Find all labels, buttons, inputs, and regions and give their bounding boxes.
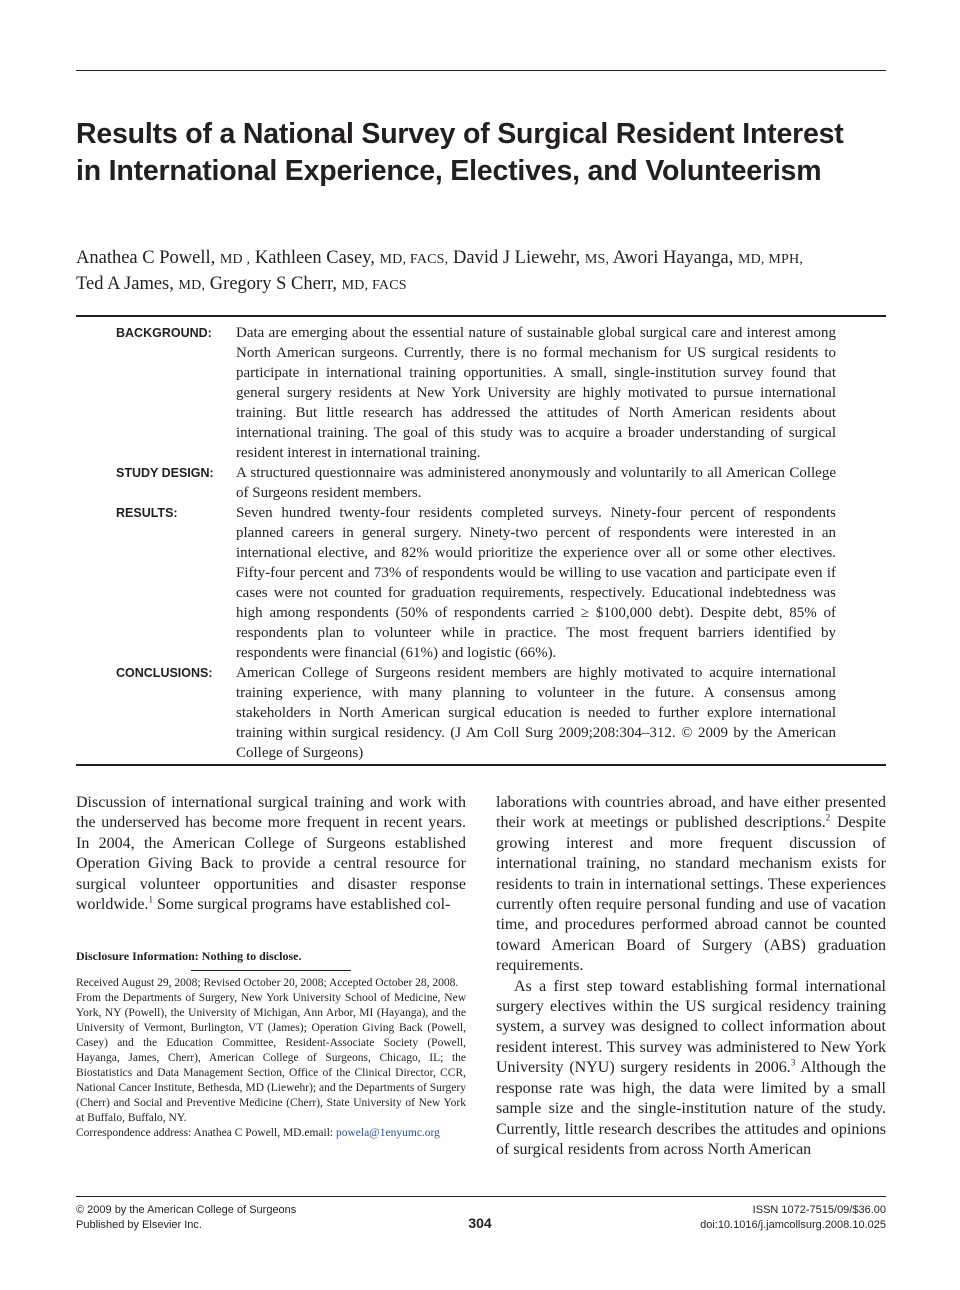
abstract-section-conclusions xyxy=(76,663,886,763)
author-name: Kathleen Casey, xyxy=(254,248,375,268)
footnote-rule xyxy=(191,970,351,971)
footnotes xyxy=(76,976,466,1141)
author-name: David J Liewehr, xyxy=(453,248,581,268)
author-name: Awori Hayanga, xyxy=(612,248,734,268)
author-name: Ted A James, xyxy=(76,274,174,294)
received-dates: Received August 29, 2008; Revised October 20, 2008; Accepted October 28, 2008. xyxy=(76,977,459,989)
article-title: Results of a National Survey of Surgical Resident Interest in International Experience, Electives, and Volunteerism xyxy=(76,118,844,187)
abstract-section-results xyxy=(76,503,886,663)
body-column-right xyxy=(496,793,886,1160)
author-degrees: MD, MPH, xyxy=(737,252,803,267)
author-degrees: MD, FACS xyxy=(341,278,407,293)
author-degrees: MD, FACS, xyxy=(379,252,449,267)
abstract-label: STUDY DESIGN: xyxy=(116,466,214,480)
author-name: Gregory S Cherr, xyxy=(209,274,337,294)
correspondence: Correspondence address: Anathea C Powell, MD.email: powela@1enyumc.org xyxy=(76,1127,440,1139)
author-list xyxy=(76,246,886,298)
copyright-line: © 2009 by the American College of Surgeons xyxy=(76,1204,297,1216)
abstract-text: Seven hundred twenty-four residents completed surveys. Ninety-four percent of respondents planned careers in general surgery. Ninety-two percent of respondents were interested in an international elective, and 82% would prioritize the experience over all or some other electives. Fifty-four percent and 73% of respondents would be willing to use vacation and participate even if cases were not counted for graduation requirements, respectively. Educational indebtedness was high among respondents (50% of respondents carried ≥ $100,000 debt). Despite debt, 85% of respondents plan to volunteer while in practice. The most frequent barriers identified by respondents were financial (61%) and logistic (66%). xyxy=(236,505,836,661)
doi-line[interactable]: doi:10.1016/j.jamcollsurg.2008.10.025 xyxy=(700,1219,886,1231)
footer-rule xyxy=(76,1196,886,1197)
abstract-text: American College of Surgeons resident members are highly motivated to acquire international training experience, with many planning to volunteer in the future. A consensus among stakeholders in North American surgical education is needed to further explore international training within surgical residency. (J Am Coll Surg 2009;208:304–312. © 2009 by the American College of Surgeons) xyxy=(236,665,836,761)
abstract-label: BACKGROUND: xyxy=(116,326,212,340)
reference-marker[interactable]: 3 xyxy=(790,1057,796,1068)
reference-marker[interactable]: 1 xyxy=(148,894,153,905)
author-degrees: MS, xyxy=(584,252,610,267)
disclosure-note: Disclosure Information: Nothing to disclose. xyxy=(76,949,302,963)
top-rule xyxy=(76,70,886,71)
abstract-section-background xyxy=(76,323,886,463)
body-paragraph: As a first step toward establishing formal international surgery electives within the US surgical residency training system, a survey was designed to collect information about resident interest. This survey was administered to New York University (NYU) surgery residents in 2006.$^3$ Although the response rate was high, the data were limited by a small sample size and the single-institution nature of the study. Currently, little research describes the attitudes and opinions of surgical residents from across North American xyxy=(496,977,886,1158)
body-paragraph: laborations with countries abroad, and have either presented their work at meetings or published descriptions.$^2$ Despite growing interest and more frequent discussion of international training, no standard mechanism exists for residents to train in international settings. These experiences currently often require personal funding and use of vacation time, and procedures performed abroad cannot be counted toward American Board of Surgery (ABS) graduation requirements. xyxy=(496,794,886,975)
author-name: Anathea C Powell, xyxy=(76,248,216,268)
author-degrees: MD , xyxy=(219,252,251,267)
page-number: 304 xyxy=(468,1215,492,1231)
abstract-label: CONCLUSIONS: xyxy=(116,666,213,680)
body-paragraph: Discussion of international surgical training and work with the underserved has become more frequent in recent years. In 2004, the American College of Surgeons established Operation Giving Back to provide a central resource for surgical volunteer opportunities and disaster response worldwide.$^1$ Some surgical programs have established col- xyxy=(76,794,466,914)
footer-right xyxy=(700,1203,886,1233)
abstract-section-study-design xyxy=(76,463,886,503)
abstract-box xyxy=(76,315,886,766)
issn-line: ISSN 1072-7515/09/$36.00 xyxy=(752,1204,886,1216)
affiliations: From the Departments of Surgery, New York University School of Medicine, New York, NY (Powell), the University of Michigan, Ann Arbor, MI (Hayanga), and the University of Vermont, Burlington, VT (James); Operation Giving Back (Powell, Casey) and the Education Committee, Resident-Associate Society (Powell, Hayanga, James, Cherr), American College of Surgeons, Chicago, IL; the Biostatistics and Data Management Section, Office of the Clinical Director, CCR, National Cancer Institute, Bethesda, MD (Liewehr); and the Departments of Surgery (Cherr) and Social and Preventive Medicine (Cherr), State University of New York at Buffalo, Buffalo, NY. xyxy=(76,992,466,1124)
abstract-text: Data are emerging about the essential nature of sustainable global surgical care and interest among North American surgeons. Currently, there is no formal mechanism for US surgical residents to participate in international training opportunities. A small, single-institution survey found that general surgery residents at New York University are highly motivated to pursue international training. But little research has addressed the attitudes of North American residents about international training. The goal of this study was to acquire a broader understanding of surgical resident interest in international training. xyxy=(236,325,836,461)
publisher-line: Published by Elsevier Inc. xyxy=(76,1219,202,1231)
email-link[interactable]: powela@1enyumc.org xyxy=(335,1127,440,1139)
abstract-label: RESULTS: xyxy=(116,506,178,520)
abstract-text: A structured questionnaire was administered anonymously and voluntarily to all American College of Surgeons resident members. xyxy=(236,465,836,501)
author-degrees: MD, xyxy=(178,278,206,293)
body-column-left xyxy=(76,793,466,915)
reference-marker[interactable]: 2 xyxy=(825,813,831,824)
